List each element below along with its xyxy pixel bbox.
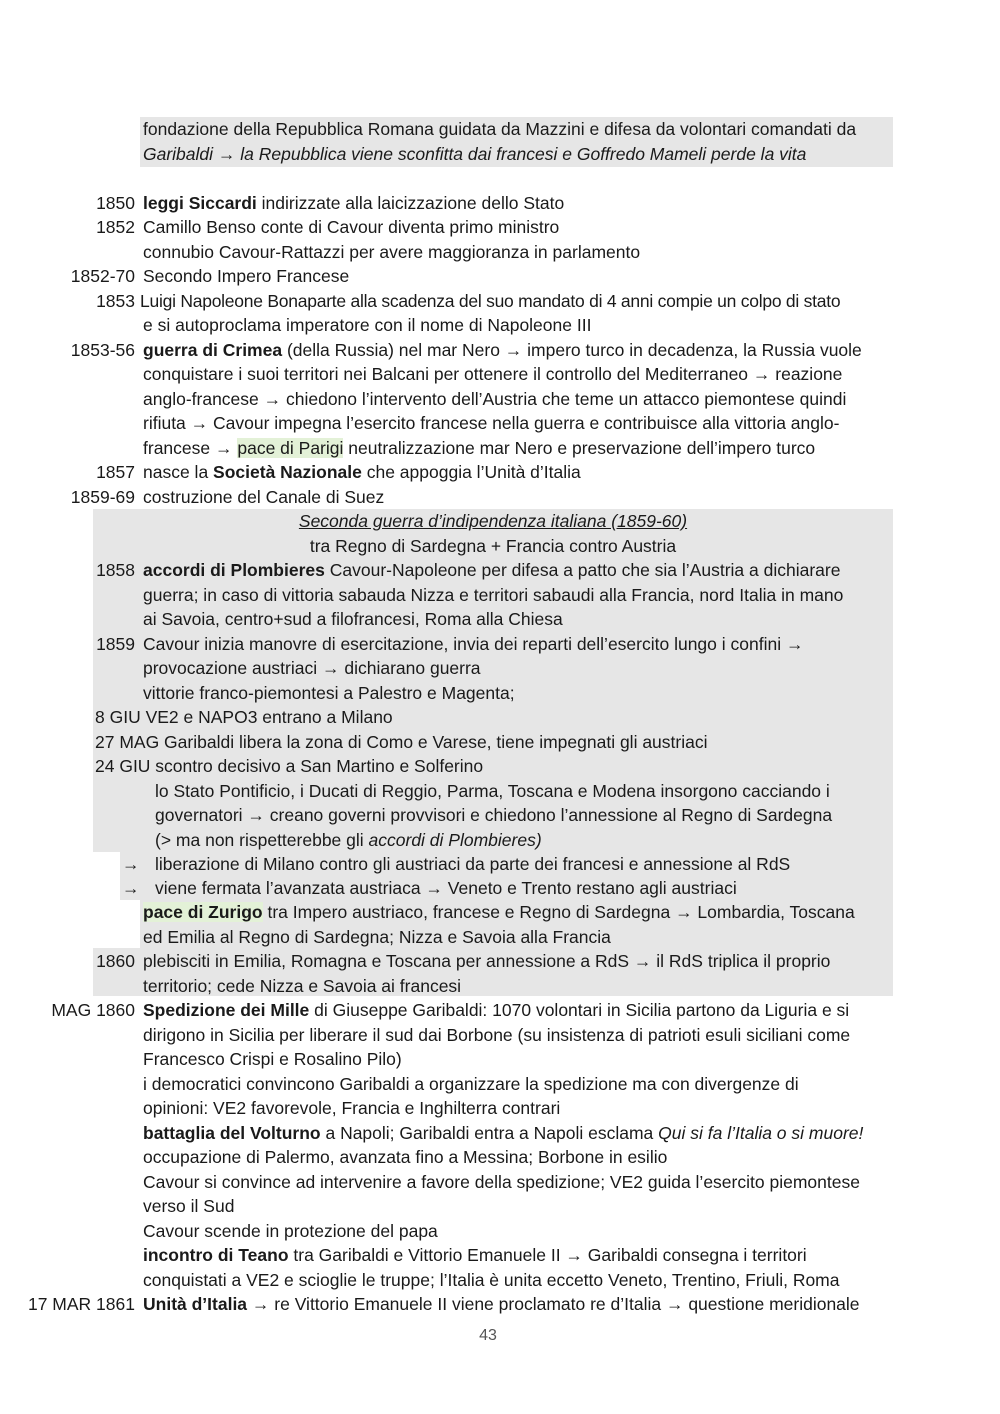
arrow-icon: →	[122, 878, 140, 898]
timeline-line: dirigono in Sicilia per liberare il sud dai Borbone (su insistenza di patrioti esuli siciliani come	[143, 1025, 851, 1045]
timeline-entry: 1852 Camillo Benso conte di Cavour diventa primo ministro	[96, 217, 560, 237]
timeline-line: → liberazione di Milano contro gli austriaci da parte dei francesi e annessione al RdS	[122, 854, 791, 874]
timeline-line: Cavour si convince ad intervenire a favore della spedizione; VE2 guida l’esercito piemontese	[143, 1172, 860, 1192]
timeline-entry: 17 MAR 1861 Unità d’Italia → re Vittorio Emanuele II viene proclamato re d’Italia → questione meridionale	[27, 1294, 860, 1314]
timeline-line: conquistati a VE2 e scioglie le truppe; l’Italia è unita eccetto Veneto, Trentino, Friuli, Roma	[143, 1270, 840, 1290]
timeline-line: provocazione austriaci → dichiarano guerra	[143, 658, 481, 678]
bold-term: incontro di Teano	[143, 1245, 289, 1265]
section-subheading: tra Regno di Sardegna + Francia contro Austria	[309, 536, 677, 556]
timeline-entry: 1858 accordi di Plombieres Cavour-Napoleone per difesa a patto che sia l’Austria a dichiarare	[96, 560, 841, 580]
bold-term: battaglia del Volturno	[143, 1123, 321, 1143]
bold-term: Unità d’Italia	[143, 1294, 248, 1314]
timeline-line: opinioni: VE2 favorevole, Francia e Inghilterra contrari	[143, 1098, 561, 1118]
timeline-line: fondazione della Repubblica Romana guidata da Mazzini e difesa da volontari comandati da	[143, 119, 857, 139]
bold-term: accordi di Plombieres	[143, 560, 325, 580]
italic-quote: Qui si fa l’Italia o si muore!	[658, 1123, 864, 1143]
timeline-entry: 1853-56 guerra di Crimea (della Russia) nel mar Nero → impero turco in decadenza, la Russia vuole	[70, 340, 862, 360]
timeline-line: Garibaldi → la Repubblica viene sconfitta dai francesi e Goffredo Mameli perde la vita	[143, 144, 807, 164]
timeline-line: territorio; cede Nizza e Savoia ai francesi	[143, 976, 462, 996]
highlighted-term: pace di Parigi	[237, 438, 344, 458]
timeline-line: occupazione di Palermo, avanzata fino a Messina; Borbone in esilio	[143, 1147, 668, 1167]
timeline-line: governatori → creano governi provvisori e chiedono l’annessione al Regno di Sardegna	[155, 805, 833, 825]
timeline-line: → viene fermata l’avanzata austriaca → Veneto e Trento restano agli austriaci	[122, 878, 737, 898]
bold-term: Spedizione dei Mille	[143, 1000, 310, 1020]
highlighted-term: pace di Zurigo	[143, 902, 263, 922]
timeline-line: incontro di Teano tra Garibaldi e Vittorio Emanuele II → Garibaldi consegna i territori	[143, 1245, 807, 1265]
timeline-entry: MAG 1860 Spedizione dei Mille di Giuseppe Garibaldi: 1070 volontari in Sicilia partono da Liguria e si	[51, 1000, 850, 1020]
bold-term: guerra di Crimea	[143, 340, 283, 360]
timeline-entry: 1852-70 Secondo Impero Francese	[70, 266, 350, 286]
timeline-line: (> ma non rispetterebbe gli accordi di Plombieres)	[155, 830, 542, 850]
timeline-line: 24 GIU scontro decisivo a San Martino e Solferino	[95, 756, 484, 776]
timeline-line: 27 MAG Garibaldi libera la zona di Como e Varese, tiene impegnati gli austriaci	[95, 732, 708, 752]
timeline-line: i democratici convincono Garibaldi a organizzare la spedizione ma con divergenze di	[143, 1074, 799, 1094]
bold-term: Società Nazionale	[213, 462, 362, 482]
timeline-line: Francesco Crispi e Rosalino Pilo)	[143, 1049, 402, 1069]
entry-date: 1853-56	[70, 340, 135, 360]
timeline-line: ai Savoia, centro+sud a filofrancesi, Roma alla Chiesa	[143, 609, 563, 629]
timeline-line: connubio Cavour-Rattazzi per avere maggioranza in parlamento	[143, 242, 641, 262]
timeline-line: anglo-francese → chiedono l’intervento dell’Austria che teme un attacco piemontese quindi	[143, 389, 847, 409]
entry-date: 1853	[96, 291, 135, 311]
timeline-line: vittorie franco-piemontesi a Palestro e Magenta;	[143, 683, 515, 703]
timeline-line: verso il Sud	[143, 1196, 235, 1216]
bold-term: leggi Siccardi	[143, 193, 257, 213]
entry-date: 1857	[96, 462, 135, 482]
timeline-entry: 1859 Cavour inizia manovre di esercitazione, invia dei reparti dell’esercito lungo i confini →	[96, 634, 804, 654]
timeline-entry: 1850 leggi Siccardi indirizzate alla laicizzazione dello Stato	[96, 193, 565, 213]
entry-date: 1850	[96, 193, 135, 213]
timeline-entry: 1857 nasce la Società Nazionale che appoggia l’Unità d’Italia	[96, 462, 581, 482]
entry-date: 1859	[96, 634, 135, 654]
timeline-line: lo Stato Pontificio, i Ducati di Reggio, Parma, Toscana e Modena insorgono cacciando i	[155, 781, 830, 801]
entry-date: 1858	[96, 560, 135, 580]
entry-date: 1859-69	[70, 487, 135, 507]
entry-date: 1860	[96, 951, 135, 971]
timeline-line: francese → pace di Parigi neutralizzazione mar Nero e preservazione dell’impero turco	[143, 438, 816, 458]
timeline-line: guerra; in caso di vittoria sabauda Nizza e territori sabaudi alla Francia, nord Italia in mano	[143, 585, 844, 605]
entry-date: MAG 1860	[51, 1000, 135, 1020]
timeline-entry: 1859-69 costruzione del Canale di Suez	[70, 487, 385, 507]
entry-date: 17 MAR 1861	[27, 1294, 135, 1314]
timeline-line: conquistare i suoi territori nei Balcani per ottenere il controllo del Mediterraneo → reazione	[143, 364, 843, 384]
timeline-line: Cavour scende in protezione del papa	[143, 1221, 438, 1241]
entry-date: 1852	[96, 217, 135, 237]
timeline-line: 8 GIU VE2 e NAPO3 entrano a Milano	[95, 707, 393, 727]
timeline-entry: 1860 plebisciti in Emilia, Romagna e Toscana per annessione a RdS → il RdS triplica il proprio	[96, 951, 831, 971]
timeline-entry: 1853 Luigi Napoleone Bonaparte alla scadenza del suo mandato di 4 anni compie un colpo di stato	[96, 291, 841, 311]
timeline-line: e si autoproclama imperatore con il nome di Napoleone III	[143, 315, 592, 335]
page-number: 43	[479, 1327, 497, 1344]
timeline-line: battaglia del Volturno a Napoli; Garibaldi entra a Napoli esclama Qui si fa l’Italia o si muore!	[143, 1123, 864, 1143]
section-heading: Seconda guerra d’indipendenza italiana (1859-60)	[298, 511, 688, 531]
italic-term: accordi di Plombieres)	[368, 830, 542, 850]
arrow-icon: →	[122, 854, 140, 874]
timeline-line: ed Emilia al Regno di Sardegna; Nizza e Savoia alla Francia	[143, 927, 611, 947]
timeline-line: rifiuta → Cavour impegna l’esercito francese nella guerra e contribuisce alla vittoria anglo-	[143, 413, 840, 433]
timeline-line: pace di Zurigo tra Impero austriaco, francese e Regno di Sardegna → Lombardia, Toscana	[143, 902, 855, 922]
entry-date: 1852-70	[70, 266, 135, 286]
